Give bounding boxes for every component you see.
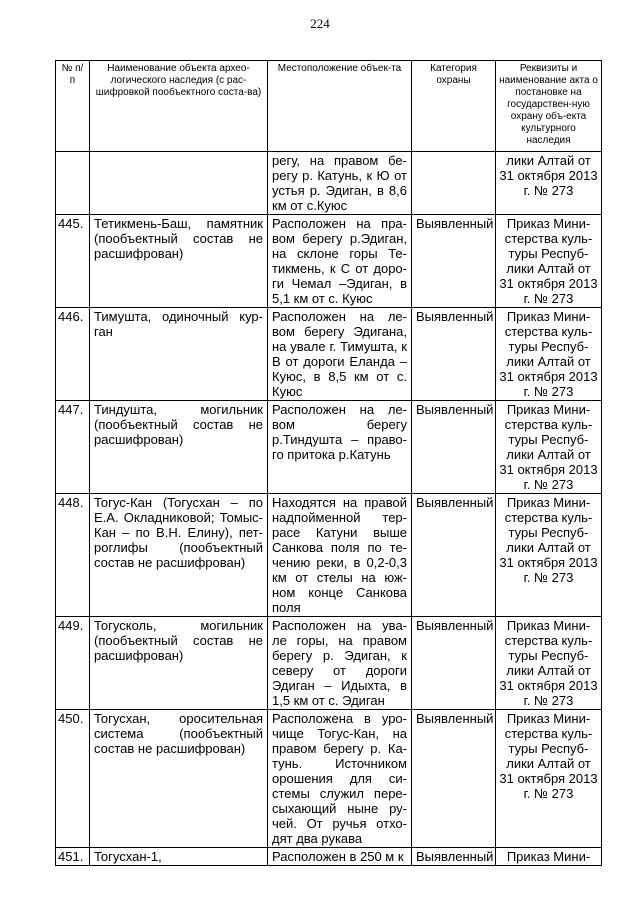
cell-category: Выявленный (412, 710, 496, 848)
cell-requisites: Приказ Мини-стерства куль-туры Респуб-лики Алтай от 31 октября 2013 г. № 273 (496, 494, 602, 617)
cell-num: 445. (56, 215, 90, 308)
cell-name: Тогус-Кан (Тогусхан – по Е.А. Окладниковой; Томыс-Кан – по В.Н. Елину), пет-роглифы (пообъектный состав не расшифрован) (90, 494, 268, 617)
table-row (56, 401, 602, 494)
cell-name: Тогусколь, могильник (пообъектный состав не расшифрован) (90, 617, 268, 710)
cell-category: Выявленный (412, 215, 496, 308)
cell-requisites: Приказ Мини-стерства куль-туры Респуб-лики Алтай от 31 октября 2013 г. № 273 (496, 401, 602, 494)
cell-num: 451. (56, 848, 90, 866)
continuation-row (56, 152, 602, 215)
cell-name: Тетикмень-Баш, памятник (пообъектный состав не расшифрован) (90, 215, 268, 308)
table-row (56, 308, 602, 401)
header-name: Наименование объекта архео-логического наследия (с рас-шифровкой пообъектного соста-ва) (90, 61, 268, 152)
cell-name (90, 152, 268, 215)
cell-requisites: Приказ Мини-стерства куль-туры Респуб-лики Алтай от 31 октября 2013 г. № 273 (496, 215, 602, 308)
cell-name: Тиндушта, могильник (пообъектный состав не расшифрован) (90, 401, 268, 494)
cell-requisites: Приказ Мини- (496, 848, 602, 866)
cell-location: регу, на правом бе-регу р. Катунь, к Ю от устья р. Эдиган, в 8,6 км от с.Куюс (268, 152, 412, 215)
cell-num: 448. (56, 494, 90, 617)
table-row (56, 215, 602, 308)
cell-requisites: Приказ Мини-стерства куль-туры Респуб-лики Алтай от 31 октября 2013 г. № 273 (496, 308, 602, 401)
cell-num: 447. (56, 401, 90, 494)
header-num: № п/п (56, 61, 90, 152)
header-location: Местоположение объек-та (268, 61, 412, 152)
header-category: Категория охраны (412, 61, 496, 152)
cell-num: 446. (56, 308, 90, 401)
cell-location: Расположен на ле-вом берегу р.Тиндушта – право-го притока р.Катунь (268, 401, 412, 494)
page-number: 224 (310, 16, 330, 31)
cell-location: Расположен на ува-ле горы, на правом берегу р. Эдиган, к северу от дороги Эдиган – Идыхта, в 1,5 км от с. Эдиган (268, 617, 412, 710)
cell-num: 449. (56, 617, 90, 710)
table-row (56, 848, 602, 866)
cell-category: Выявленный (412, 494, 496, 617)
table-header-row (56, 61, 602, 152)
cell-location: Находятся на правой надпойменной тер-расе Катуни выше Санкова поля по те-чению реки, в 0,2-0,3 км от стелы на юж-ном конце Санкова поля (268, 494, 412, 617)
cell-location: Расположена в уро-чище Тогус-Кан, на правом берегу р. Ка-тунь. Источником орошения для си-стемы служил пере-сыхающий ныне ру-чей. От ручья отхо-дят два рукава (268, 710, 412, 848)
header-requisites: Реквизиты и наименование акта о постановке на государствен-ную охрану объ-екта культурного наследия (496, 61, 602, 152)
cell-location: Расположен на пра-вом берегу р.Эдиган, на склоне горы Те-тикмень, к С от доро-ги Чемал –Эдиган, в 5,1 км от с. Куюс (268, 215, 412, 308)
table-row (56, 710, 602, 848)
cell-name: Тимушта, одиночный кур-ган (90, 308, 268, 401)
cell-requisites: Приказ Мини-стерства куль-туры Респуб-лики Алтай от 31 октября 2013 г. № 273 (496, 710, 602, 848)
cell-category: Выявленный (412, 617, 496, 710)
cell-location: Расположен в 250 м к (268, 848, 412, 866)
cell-name: Тогусхан, оросительная система (пообъектный состав не расшифрован) (90, 710, 268, 848)
cell-num (56, 152, 90, 215)
cell-category: Выявленный (412, 848, 496, 866)
cell-num: 450. (56, 710, 90, 848)
cell-requisites: Приказ Мини-стерства куль-туры Респуб-лики Алтай от 31 октября 2013 г. № 273 (496, 617, 602, 710)
cell-location: Расположен на ле-вом берегу Эдигана, на увале г. Тимушта, к В от дороги Еланда – Куюс, в 8,5 км от с. Куюс (268, 308, 412, 401)
cell-name: Тогусхан-1, (90, 848, 268, 866)
table-row (56, 494, 602, 617)
cell-category: Выявленный (412, 308, 496, 401)
heritage-table (55, 60, 602, 866)
cell-category (412, 152, 496, 215)
cell-category: Выявленный (412, 401, 496, 494)
cell-requisites: лики Алтай от 31 октября 2013 г. № 273 (496, 152, 602, 215)
table-row (56, 617, 602, 710)
